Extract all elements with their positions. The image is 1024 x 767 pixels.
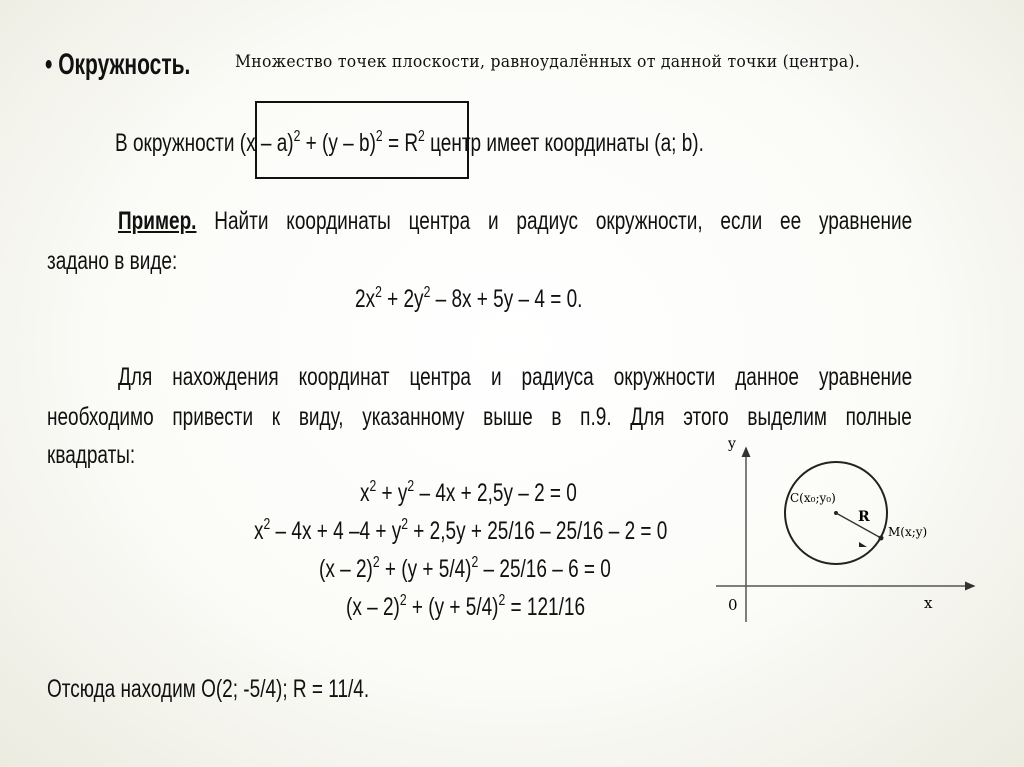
- exponent: 2: [423, 284, 431, 301]
- step-eq: [346, 593, 585, 621]
- example-label: Пример.: [118, 207, 197, 235]
- eq-term: – 8x + 5y – 4 = 0.: [430, 285, 583, 313]
- exponent: 2: [407, 478, 415, 495]
- exponent: 2: [418, 128, 425, 145]
- equation: [355, 285, 582, 313]
- example-text-2: задано в виде:: [47, 247, 178, 275]
- step-eq: [360, 479, 577, 507]
- exponent: 2: [372, 554, 380, 571]
- exponent: 2: [293, 128, 301, 145]
- eq-term: – 25/16 – 6 = 0: [478, 555, 611, 583]
- angle-mark: [859, 542, 867, 547]
- origin-label: 0: [728, 596, 738, 614]
- circle-diagram: [700, 430, 1000, 630]
- solution-line-3: квадраты:: [47, 441, 136, 469]
- eq-term: (x – 2): [346, 593, 400, 621]
- conclusion: Отсюда находим O(2; -5/4); R = 11/4.: [47, 675, 370, 703]
- eq-term: + 2,5y + 25/16 – 25/16 – 2 = 0: [408, 517, 668, 545]
- step-4: [346, 592, 585, 622]
- section-title: [45, 50, 190, 80]
- y-label: y: [728, 436, 736, 452]
- step-eq: [254, 517, 667, 545]
- exponent: 2: [471, 554, 479, 571]
- step-1: [360, 478, 577, 508]
- center-prefix: В окружности: [115, 129, 240, 157]
- eq-term: (x – 2): [319, 555, 373, 583]
- eq-term: x: [254, 517, 264, 545]
- eq-term: – 4x + 4 –4 + y: [270, 517, 402, 545]
- eq-term: + (y + 5/4): [379, 555, 472, 583]
- eq-term: x: [360, 479, 370, 507]
- exponent: 2: [375, 128, 383, 145]
- solution-line-2: необходимо привести к виду, указанному выше в п.9. Для этого выделим полные: [47, 403, 912, 431]
- definition: Множество точек плоскости, равноудалённых от данной точки (центра).: [235, 52, 861, 72]
- center-suffix: центр имеет координаты (a; b).: [424, 129, 704, 157]
- point-m: [879, 536, 884, 541]
- exponent: 2: [369, 478, 377, 495]
- eq-term: + (y – b): [300, 129, 376, 157]
- eq-term: = R: [382, 129, 419, 157]
- term: Окружность.: [58, 48, 191, 81]
- eq-term: + (y + 5/4): [406, 593, 499, 621]
- exponent: 2: [401, 516, 409, 533]
- radius-label: R: [858, 509, 870, 525]
- eq-term: (x – a): [239, 129, 294, 157]
- point-label: M(x;y): [888, 525, 928, 539]
- example-text: Найти координаты центра и радиус окружности, если ее уравнение: [196, 207, 913, 235]
- step-eq: [319, 555, 611, 583]
- eq-term: = 121/16: [505, 593, 586, 621]
- center-line: [115, 128, 704, 158]
- exponent: 2: [399, 592, 407, 609]
- step-2: [254, 516, 667, 546]
- bullet: •: [45, 48, 53, 81]
- center-label: C(x₀;y₀): [790, 491, 836, 505]
- example-equation: [355, 284, 582, 314]
- exponent: 2: [263, 516, 271, 533]
- x-label: x: [924, 594, 933, 612]
- eq-term: – 4x + 2,5y – 2 = 0: [414, 479, 577, 507]
- eq-term: + y: [376, 479, 408, 507]
- exponent: 2: [498, 592, 506, 609]
- solution-line-1: Для нахождения координат центра и радиуса окружности данное уравнение: [118, 363, 913, 391]
- example-line: [118, 206, 912, 236]
- step-3: [319, 554, 611, 584]
- exponent: 2: [375, 284, 382, 301]
- circle-formula: [240, 129, 425, 157]
- eq-term: + 2y: [381, 285, 424, 313]
- eq-term: 2x: [355, 285, 376, 313]
